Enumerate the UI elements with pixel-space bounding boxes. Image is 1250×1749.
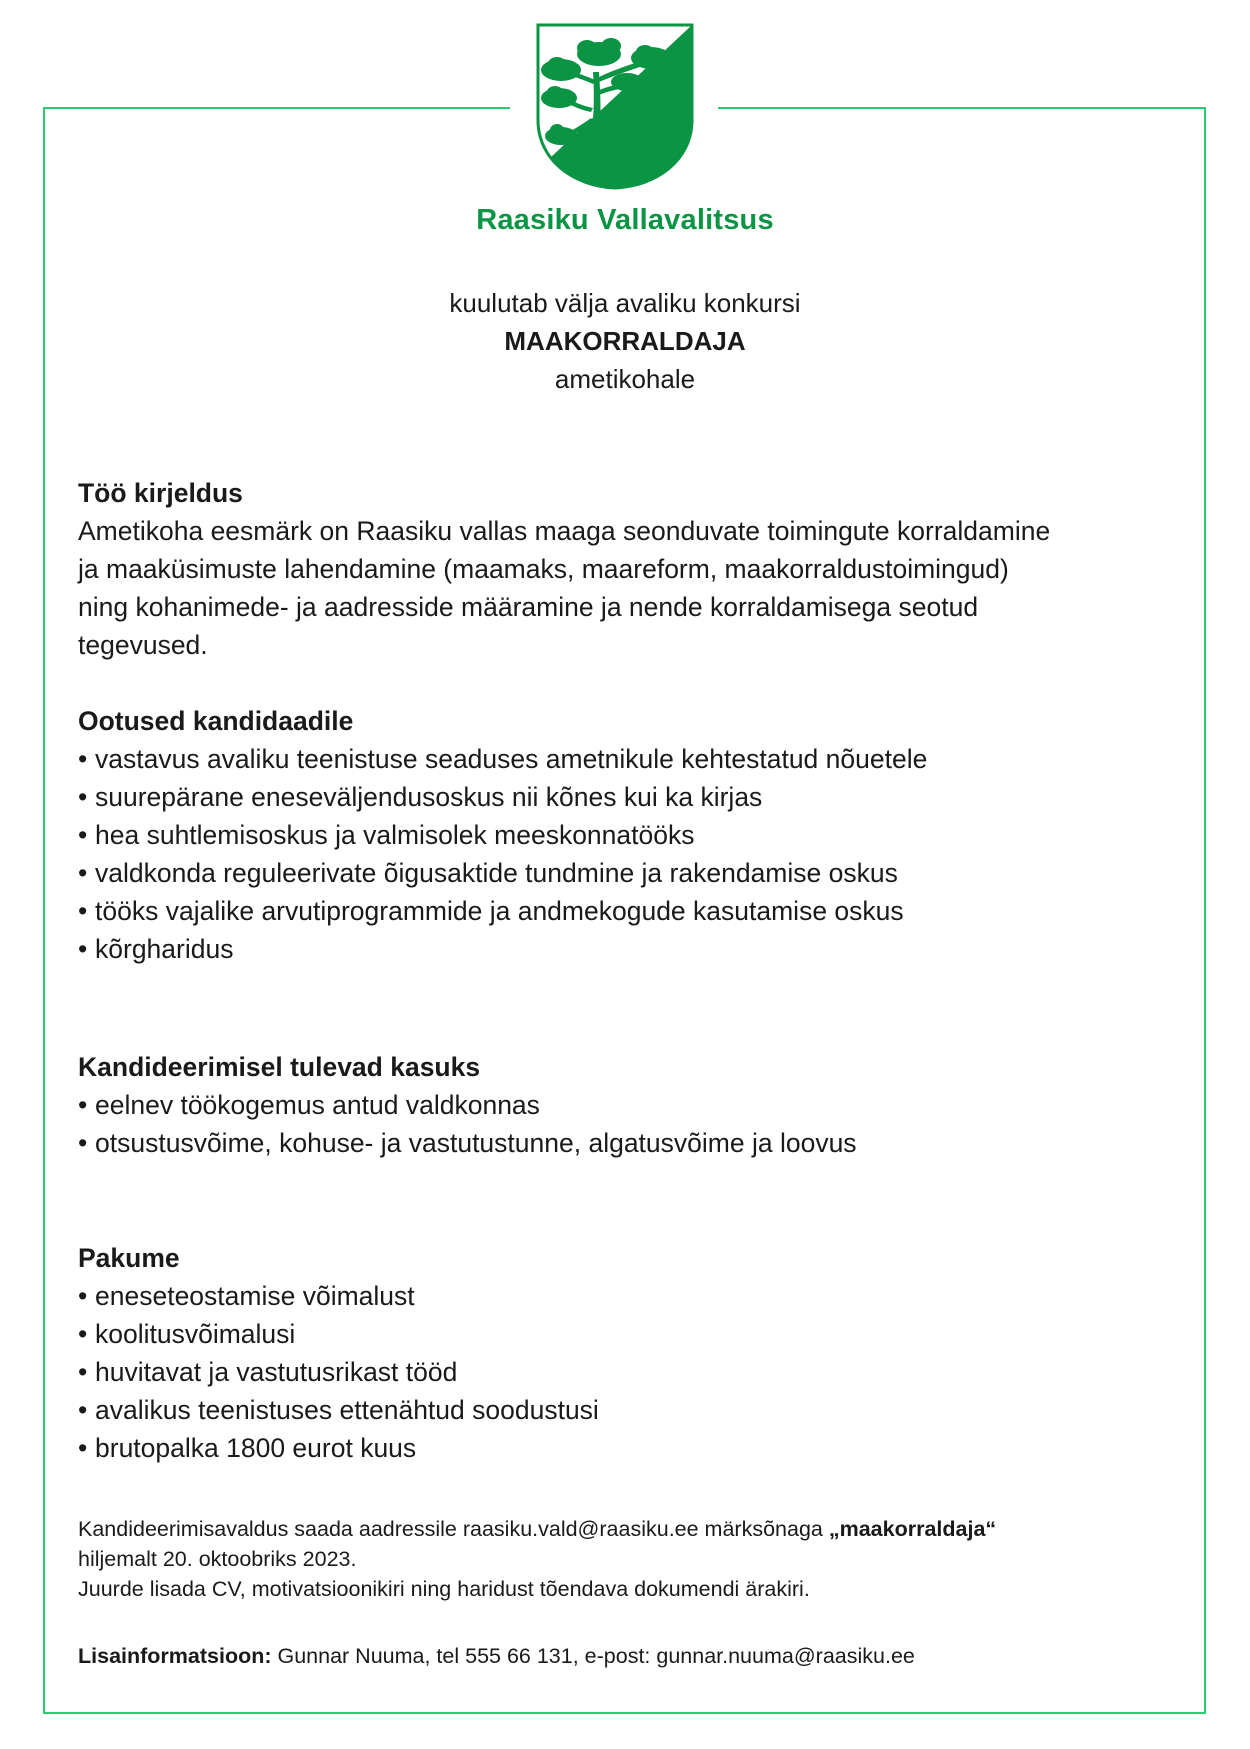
list-item: • eneseteostamise võimalust (78, 1277, 1178, 1315)
bullet-icon: • (78, 1433, 88, 1463)
list-item: • koolitusvõimalusi (78, 1315, 1178, 1353)
section-advantages (78, 1048, 1178, 1162)
section-title: Töö kirjeldus (78, 478, 243, 508)
list-item: • kõrgharidus (78, 930, 1178, 968)
list-item: • tööks vajalike arvutiprogrammide ja andmekogude kasutamise oskus (78, 892, 1178, 930)
bullet-icon: • (78, 1395, 88, 1425)
list-item: • otsustusvõime, kohuse- ja vastutustunne, algatusvõime ja loovus (78, 1124, 1178, 1162)
bullet-icon: • (78, 1281, 88, 1311)
description-line: tegevused. (78, 630, 208, 660)
list-item: • huvitavat ja vastutusrikast tööd (78, 1353, 1178, 1391)
section-title: Ootused kandidaadile (78, 706, 354, 736)
list-item: • hea suhtlemisoskus ja valmisolek meeskonnatööks (78, 816, 1178, 854)
announcement-header (0, 284, 1250, 398)
position-title: MAAKORRALDAJA (504, 326, 746, 356)
bullet-icon: • (78, 934, 88, 964)
description-line: Ametikoha eesmärk on Raasiku vallas maaga seonduvate toimingute korraldamine (78, 516, 1051, 546)
announcement-intro: kuulutab välja avaliku konkursi (449, 288, 801, 318)
frame-top-left-line (43, 107, 510, 109)
bullet-icon: • (78, 1128, 88, 1158)
list-item: • brutopalka 1800 eurot kuus (78, 1429, 1178, 1467)
advantages-list (78, 1086, 1178, 1162)
list-item: • avalikus teenistuses ettenähtud soodustusi (78, 1391, 1178, 1429)
description-line: ja maaküsimuste lahendamine (maamaks, maareform, maakorraldustoimingud) (78, 554, 1009, 584)
coat-of-arms-icon (535, 22, 695, 190)
contact-info (78, 1641, 1198, 1671)
section-job-description (78, 474, 1178, 664)
contact-info-label: Lisainformatsioon: (78, 1644, 272, 1668)
frame-top-right-line (718, 107, 1206, 109)
list-item: • vastavus avaliku teenistuse seaduses ametnikule kehtestatud nõuetele (78, 740, 1178, 778)
section-expectations (78, 702, 1178, 968)
apply-deadline: hiljemalt 20. oktoobriks 2023. (78, 1547, 357, 1571)
bullet-icon: • (78, 1357, 88, 1387)
offer-list (78, 1277, 1178, 1467)
announcement-suffix: ametikohale (554, 364, 696, 394)
apply-keyword: „maakorraldaja“ (828, 1517, 997, 1541)
apply-attachments: Juurde lisada CV, motivatsioonikiri ning haridust tõendava dokumendi ärakiri. (78, 1577, 810, 1601)
bullet-icon: • (78, 744, 88, 774)
bullet-icon: • (78, 1090, 88, 1120)
organization-name: Raasiku Vallavalitsus (476, 204, 774, 236)
expectations-list (78, 740, 1178, 968)
bullet-icon: • (78, 1319, 88, 1349)
description-line: ning kohanimede- ja aadresside määramine ja nende korraldamisega seotud (78, 592, 979, 622)
section-offer (78, 1239, 1178, 1467)
bullet-icon: • (78, 896, 88, 926)
list-item: • suurepärane eneseväljendusoskus nii kõnes kui ka kirjas (78, 778, 1178, 816)
list-item: • eelnev töökogemus antud valdkonnas (78, 1086, 1178, 1124)
list-item: • valdkonda reguleerivate õigusaktide tundmine ja rakendamise oskus (78, 854, 1178, 892)
section-title: Pakume (78, 1243, 180, 1273)
bullet-icon: • (78, 858, 88, 888)
apply-instructions: Kandideerimisavaldus saada aadressile raasiku.vald@raasiku.ee märksõnaga „maakorraldaja“ (78, 1517, 997, 1541)
contact-info-text: Gunnar Nuuma, tel 555 66 131, e-post: gunnar.nuuma@raasiku.ee (271, 1644, 915, 1668)
bullet-icon: • (78, 782, 88, 812)
application-info (78, 1514, 1198, 1604)
bullet-icon: • (78, 820, 88, 850)
section-title: Kandideerimisel tulevad kasuks (78, 1052, 481, 1082)
